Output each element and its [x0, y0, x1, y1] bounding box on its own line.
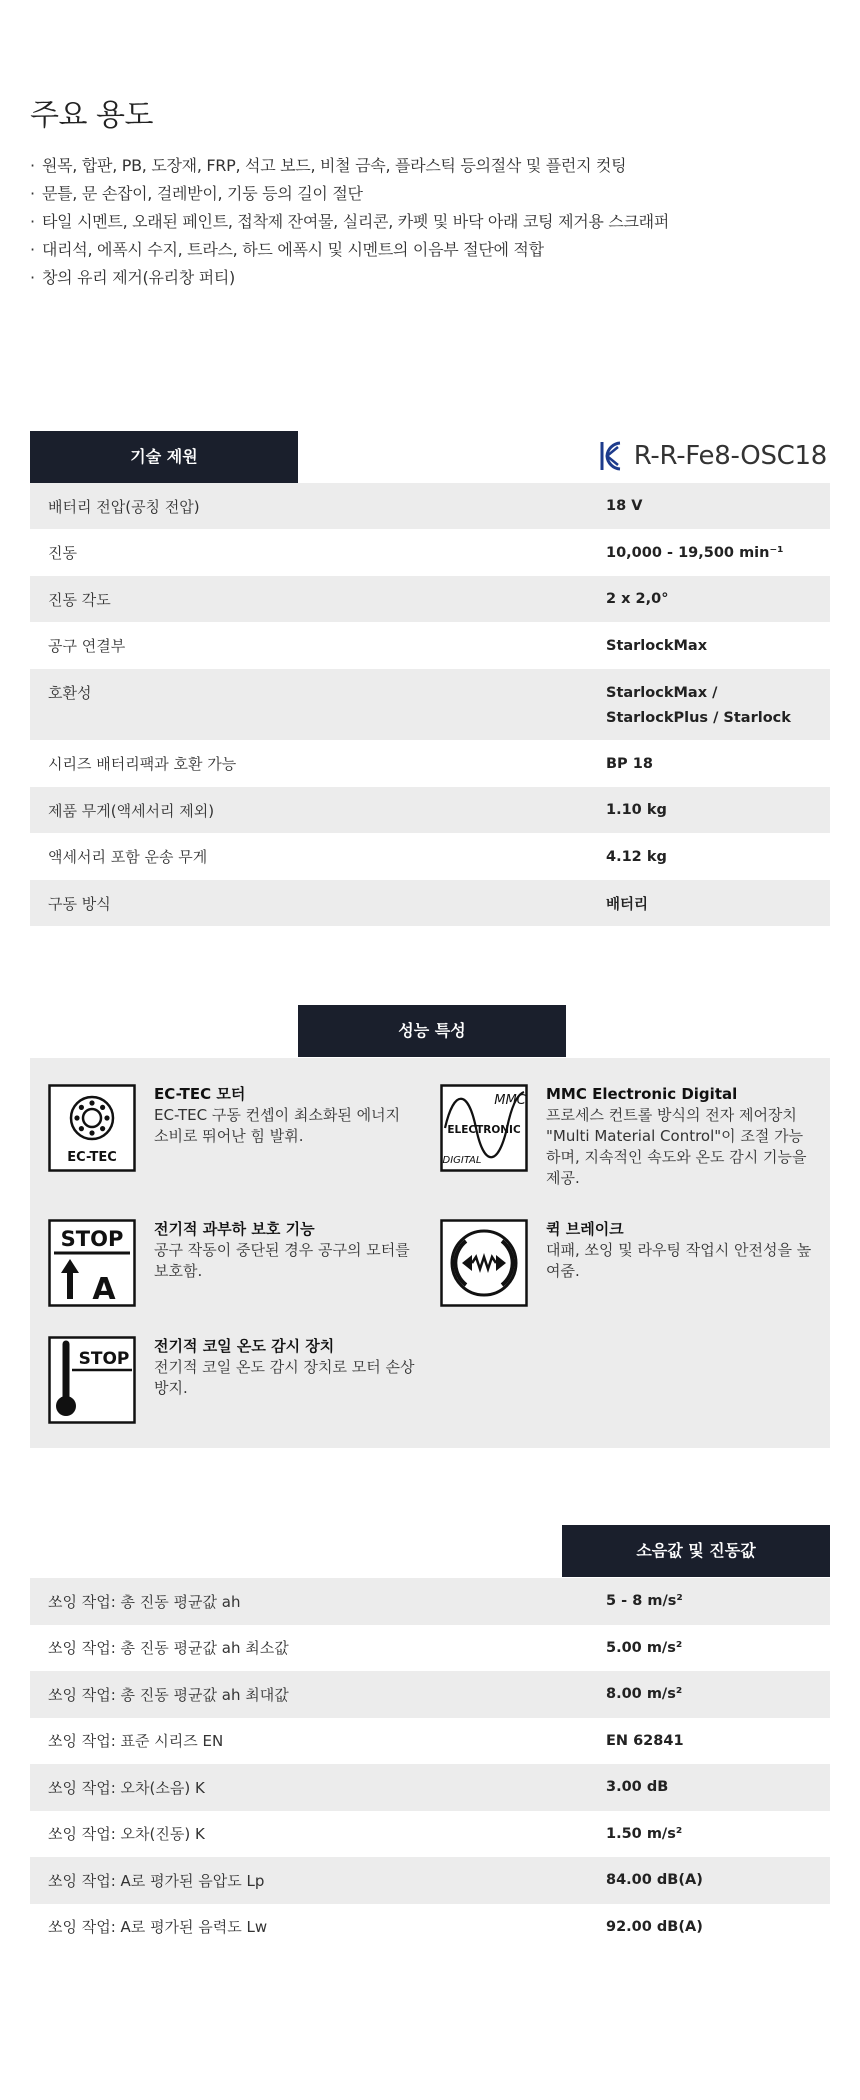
feature-title: 퀵 브레이크 [546, 1220, 624, 1238]
table-row: 제품 무게(액세서리 제외) 1.10 kg [30, 787, 830, 833]
feature-title: MMC Electronic Digital [546, 1085, 738, 1103]
feature-ec-tec [48, 1084, 418, 1172]
table-row: 쏘잉 작업: A로 평가된 음압도 Lp 84.00 dB(A) [30, 1857, 830, 1904]
svg-text:STOP: STOP [60, 1227, 124, 1251]
svg-text:STOP: STOP [78, 1349, 130, 1369]
specs-header [30, 431, 830, 483]
feature-text: EC-TEC 구동 컨셉이 최소화된 에너지 소비로 뛰어난 힘 발휘. [154, 1106, 401, 1145]
feature-text: 대패, 쏘잉 및 라우팅 작업시 안전성을 높여줌. [546, 1241, 812, 1280]
tab-performance[interactable]: 성능 특성 [298, 1005, 566, 1057]
svg-text:EC-TEC: EC-TEC [67, 1150, 117, 1165]
feature-text: 전기적 코일 온도 감시 장치로 모터 손상 방지. [154, 1358, 415, 1397]
specs-table [30, 483, 830, 926]
mmc-electronic-icon [440, 1084, 528, 1172]
feature-title: EC-TEC 모터 [154, 1085, 246, 1103]
feature-title: 전기적 코일 온도 감시 장치 [154, 1337, 335, 1355]
usage-item: · 창의 유리 제거(유리창 퍼티) [30, 268, 235, 287]
table-row: 쏘잉 작업: 오차(진동) K 1.50 m/s² [48, 1825, 683, 1844]
table-row: 호환성 StarlockMax / StarlockPlus / Starlock [30, 669, 830, 740]
usage-item: · 문틀, 문 손잡이, 걸레받이, 기둥 등의 길이 절단 [30, 184, 363, 203]
quick-brake-icon [440, 1219, 528, 1307]
table-row: 쏘잉 작업: 표준 시리즈 EN EN 62841 [48, 1732, 684, 1751]
overload-protection-icon [48, 1219, 136, 1307]
table-row: 배터리 전압(공칭 전압) 18 V [30, 483, 830, 529]
table-row: 쏘잉 작업: 총 진동 평균값 ah 최대값 8.00 m/s² [30, 1671, 830, 1718]
certification-number: R-R-Fe8-OSC18 [633, 441, 827, 471]
svg-text:MMC: MMC [494, 1093, 526, 1108]
svg-text:ELECTRONIC: ELECTRONIC [447, 1124, 521, 1136]
table-row: 쏘잉 작업: 총 진동 평균값 ah 5 - 8 m/s² [30, 1578, 830, 1625]
table-row: 공구 연결부 StarlockMax [48, 637, 708, 655]
svg-text:DIGITAL: DIGITAL [442, 1155, 482, 1166]
table-row: 쏘잉 작업: 오차(소음) K 3.00 dB [30, 1764, 830, 1811]
table-row: 진동 10,000 - 19,500 min⁻¹ [48, 544, 784, 562]
noise-section [30, 1525, 830, 1950]
feature-mmc [440, 1084, 810, 1189]
table-row: 액세서리 포함 운송 무게 4.12 kg [48, 848, 667, 866]
tab-noise-vibration[interactable]: 소음값 및 진동값 [562, 1525, 830, 1577]
performance-features [30, 1058, 830, 1448]
table-row: 쏘잉 작업: A로 평가된 음력도 Lw 92.00 dB(A) [48, 1918, 703, 1937]
table-row: 시리즈 배터리팩과 호환 가능 BP 18 [48, 755, 653, 773]
usage-item: · 대리석, 에폭시 수지, 트라스, 하드 에폭시 및 시멘트의 이음부 절단에 적합 [30, 240, 544, 259]
svg-text:A: A [92, 1272, 116, 1307]
performance-section [30, 1005, 830, 1448]
table-row: 구동 방식 배터리 [30, 880, 830, 926]
tab-technical-specs[interactable]: 기술 제원 [30, 431, 298, 483]
ec-tec-motor-icon [48, 1084, 136, 1172]
table-row: 쏘잉 작업: 총 진동 평균값 ah 최소값 5.00 m/s² [48, 1639, 683, 1658]
feature-text: 프로세스 컨트롤 방식의 전자 제어장치 "Multi Material Control"이 조절 가능하며, 지속적인 속도와 온도 감시 기능을 제공. [546, 1106, 807, 1187]
noise-table [30, 1578, 830, 1950]
usage-title: 주요 용도 [30, 98, 153, 133]
coil-temperature-icon [48, 1336, 136, 1424]
usage-section [30, 90, 830, 292]
kc-certification [598, 439, 827, 473]
usage-item: · 원목, 합판, PB, 도장재, FRP, 석고 보드, 비철 금속, 플라스틱 등의절삭 및 플런지 컷팅 [30, 156, 627, 175]
feature-overload-protection [48, 1219, 418, 1307]
feature-quick-brake [440, 1219, 810, 1307]
usage-item: · 타일 시멘트, 오래된 페인트, 접착제 잔여물, 실리콘, 카펫 및 바닥 아래 코팅 제거용 스크래퍼 [30, 212, 669, 231]
table-row: 진동 각도 2 x 2,0° [30, 576, 830, 622]
feature-text: 공구 작동이 중단된 경우 공구의 모터를 보호함. [154, 1241, 410, 1280]
feature-coil-temperature [48, 1336, 418, 1424]
performance-header [30, 1005, 830, 1058]
feature-title: 전기적 과부하 보호 기능 [154, 1220, 315, 1238]
specs-section [30, 431, 830, 926]
noise-header [30, 1525, 830, 1578]
kc-mark-icon [598, 439, 624, 473]
usage-list [30, 152, 830, 292]
